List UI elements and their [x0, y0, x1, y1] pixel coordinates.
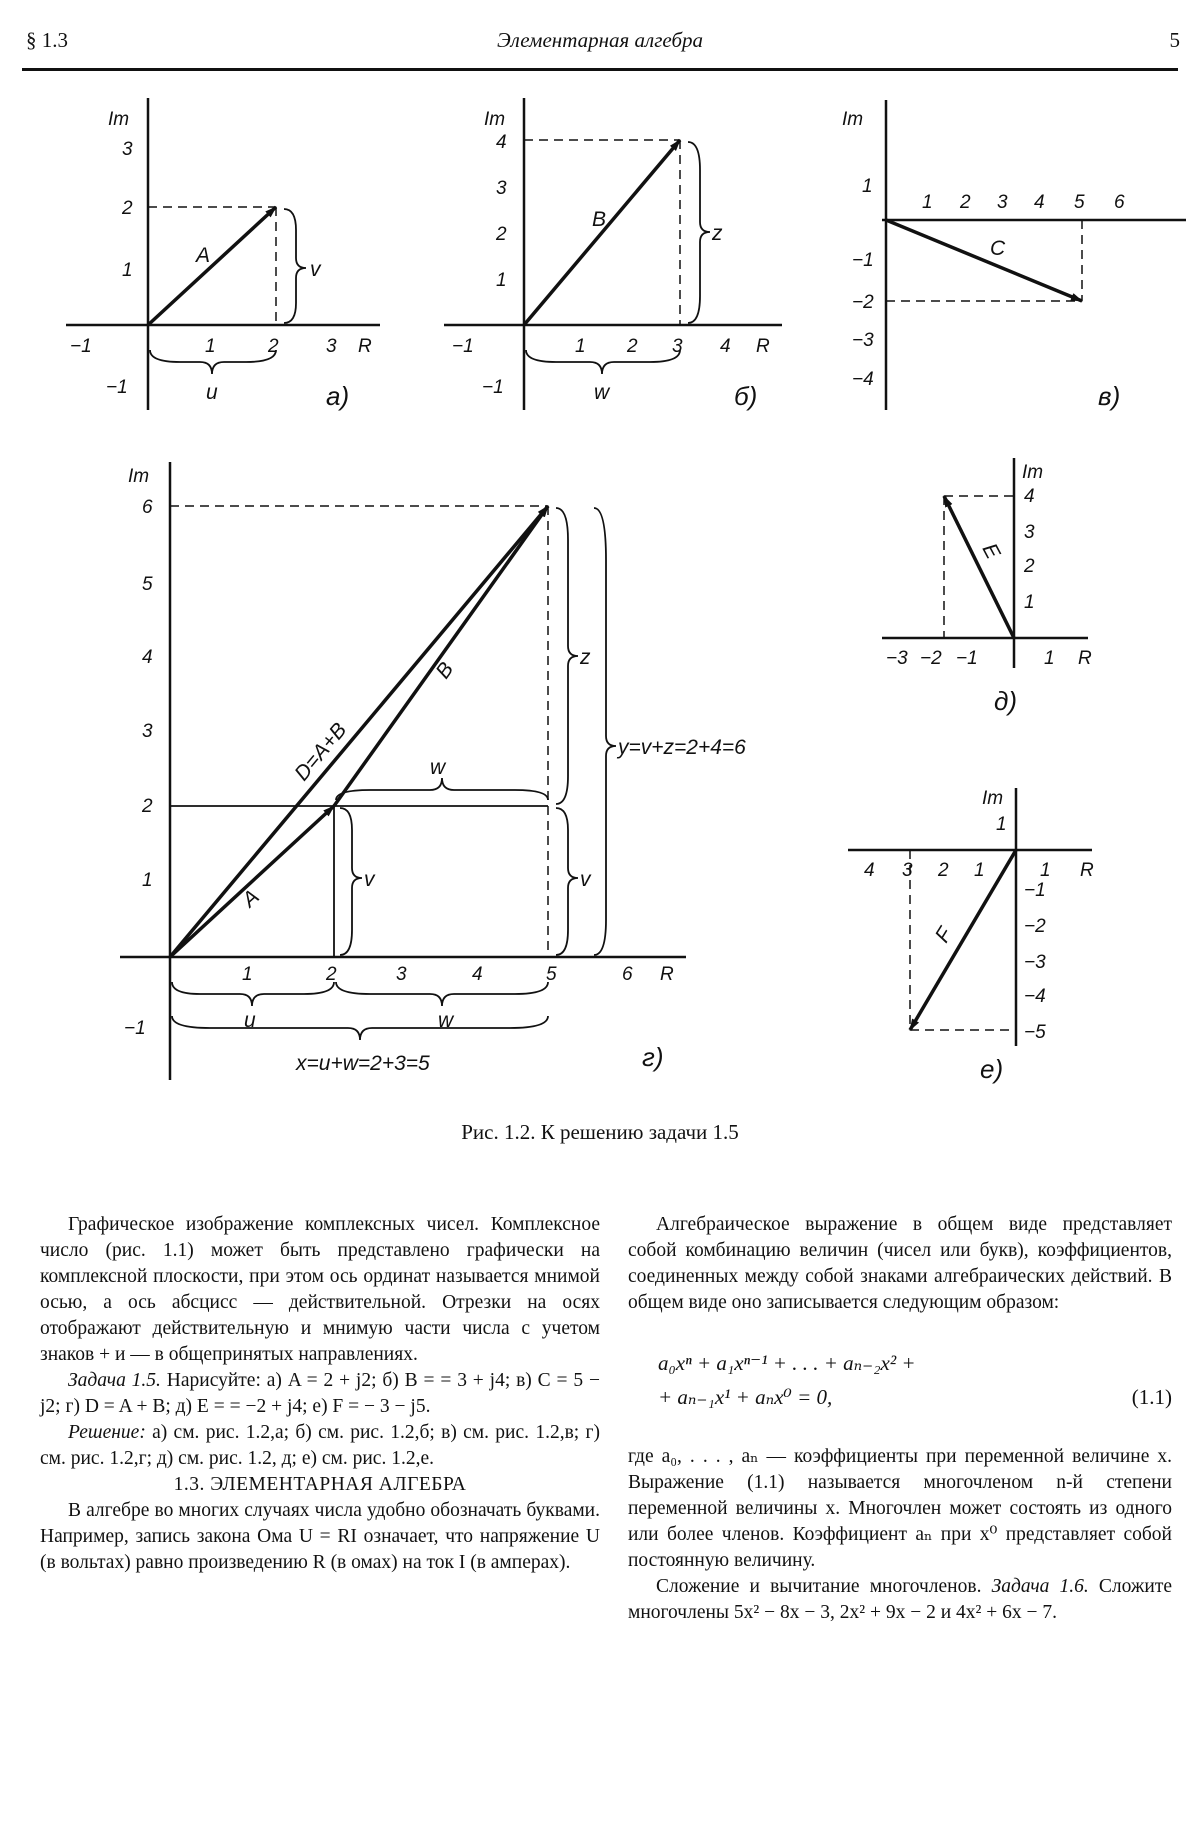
- panel-e-xtick: 4: [864, 860, 875, 881]
- panel-d-ytick: 1: [1024, 592, 1035, 613]
- panel-d-axis-im-label: Im: [1022, 462, 1043, 483]
- panel-a-xtick: −1: [70, 336, 92, 357]
- panel-v-axis-im-label: Im: [842, 109, 863, 130]
- panel-d-vector-E: [944, 496, 1014, 638]
- panel-b-brace-z: [688, 142, 710, 323]
- panel-g-w-bottom-label: w: [438, 1009, 455, 1032]
- page-number: 5: [1170, 28, 1181, 53]
- panel-d-xtick: 1: [1044, 648, 1055, 669]
- panel-d-xtick: −1: [956, 648, 978, 669]
- panel-g-xtick: 1: [242, 964, 253, 985]
- panel-b-vector-label: B: [592, 208, 606, 231]
- panel-b-axis-re-label: R: [756, 336, 770, 357]
- panel-b-z-label: z: [711, 222, 723, 245]
- panel-b-ytick: 1: [496, 270, 507, 291]
- panel-d-label: д): [994, 686, 1017, 716]
- panel-v-label: в): [1098, 381, 1120, 411]
- header-section: § 1.3: [26, 28, 68, 53]
- panel-a-v-label: v: [310, 258, 322, 281]
- panel-g-ytick: −1: [124, 1018, 146, 1039]
- panel-e-ytick: −2: [1024, 916, 1046, 937]
- panel-d-xtick: −2: [920, 648, 942, 669]
- panel-a-xtick: 3: [326, 336, 337, 357]
- panel-v-vector-C: [886, 220, 1082, 301]
- panel-g: [120, 462, 746, 1080]
- panel-a-ytick: 3: [122, 139, 133, 160]
- panel-g-d-label: D=A+B: [290, 719, 351, 786]
- panel-a-brace-v: [284, 209, 306, 323]
- panel-e-vector-F: [910, 850, 1016, 1030]
- panel-v-ytick: −4: [852, 369, 874, 390]
- panel-b-xtick: 2: [626, 336, 638, 357]
- panel-v: [842, 100, 1186, 411]
- solution-1-5: [40, 1420, 600, 1472]
- panel-a-label: а): [326, 381, 349, 411]
- panel-b-label: б): [734, 381, 757, 411]
- panel-g-x-sum-label: x=u+w=2+3=5: [295, 1052, 430, 1075]
- panel-a: [66, 98, 380, 411]
- paragraph: Графическое изображение комплексных чисел. Комплексное число (рис. 1.1) может быть представлено графически на комплексной плоскости, при этом ось ординат называется мнимой осью, а ось абсцисс — действительной. Отрезки на осях отображают действительную и мнимую части числа с учетом знаков + и — в общепринятых направлениях.: [40, 1212, 600, 1368]
- panel-d-ytick: 3: [1024, 522, 1035, 543]
- panel-e: [848, 788, 1094, 1084]
- panel-g-brace-v-inner: [340, 808, 362, 955]
- panel-d-ytick: 4: [1024, 486, 1035, 507]
- task-label: Задача 1.5.: [68, 1370, 161, 1391]
- solution-label: Решение:: [68, 1422, 146, 1443]
- panel-v-xtick: 4: [1034, 192, 1045, 213]
- panel-g-y-sum-label: y=v+z=2+4=6: [616, 736, 746, 759]
- figure-caption: Рис. 1.2. К решению задачи 1.5: [0, 1120, 1200, 1145]
- panel-a-xtick: 1: [205, 336, 216, 357]
- formula-line-1: a₀xⁿ + a₁xⁿ⁻¹ + . . . + aₙ₋₂x² +: [658, 1346, 1172, 1380]
- panel-b-xtick: −1: [452, 336, 474, 357]
- panel-v-xtick: 2: [959, 192, 971, 213]
- task-label: Задача 1.6.: [981, 1576, 1088, 1597]
- panel-g-brace-w-bottom: [336, 982, 548, 1006]
- panel-e-xtick: 2: [937, 860, 949, 881]
- left-column: [40, 1212, 600, 1576]
- panel-g-axis-re-label: R: [660, 964, 674, 985]
- panel-g-brace-w-top: [336, 778, 548, 800]
- panel-g-ytick: 3: [142, 721, 153, 742]
- panel-e-ytick: −5: [1024, 1022, 1046, 1043]
- panel-e-xtick: 1: [974, 860, 985, 881]
- panel-v-ytick: −1: [852, 250, 874, 271]
- panel-g-vector-A: [170, 806, 334, 957]
- panel-g-axis-im-label: Im: [128, 466, 149, 487]
- panel-a-vector-A: [148, 207, 276, 325]
- panel-g-brace-y: [594, 508, 616, 955]
- task-1-6: [628, 1574, 1172, 1626]
- panel-g-label: г): [642, 1042, 663, 1072]
- panel-g-b-label: B: [431, 658, 458, 683]
- panel-v-ytick: 1: [862, 176, 873, 197]
- panel-g-w-top-label: w: [430, 756, 447, 779]
- panel-b-brace-w: [526, 350, 680, 374]
- panel-e-vector-label: F: [931, 923, 958, 947]
- panel-g-xtick: 2: [325, 964, 337, 985]
- panel-b-axis-im-label: Im: [484, 109, 505, 130]
- panel-g-ytick: 4: [142, 647, 153, 668]
- panel-b-xtick: 1: [575, 336, 586, 357]
- panel-a-ytick: 2: [121, 198, 133, 219]
- section-heading: 1.3. ЭЛЕМЕНТАРНАЯ АЛГЕБРА: [40, 1472, 600, 1498]
- panel-e-axis-re-label: R: [1080, 860, 1094, 881]
- panel-b-xtick: 4: [720, 336, 731, 357]
- paragraph: В алгебре во многих случаях числа удобно обозначать буквами. Например, запись закона Ома U = RI означает, что напряжение U (в вольтах) равно произведению R (в омах) на ток I (в амперах).: [40, 1498, 600, 1576]
- panel-g-brace-x: [172, 1016, 548, 1040]
- panel-g-xtick: 3: [396, 964, 407, 985]
- panel-v-vector-label: C: [990, 237, 1006, 260]
- panel-g-v-right-label: v: [580, 868, 592, 891]
- panel-b-xtick: 3: [672, 336, 683, 357]
- panel-e-label: е): [980, 1054, 1003, 1084]
- panel-g-xtick: 5: [546, 964, 557, 985]
- panel-g-v-inner-label: v: [364, 868, 376, 891]
- panel-e-ytick: −4: [1024, 986, 1046, 1007]
- formula-number: (1.1): [1132, 1380, 1172, 1414]
- panel-b-w-label: w: [594, 381, 611, 404]
- panel-v-xtick: 6: [1114, 192, 1125, 213]
- panel-v-xtick: 5: [1074, 192, 1085, 213]
- panel-g-ytick: 6: [142, 497, 153, 518]
- panel-e-axis-im-label: Im: [982, 788, 1003, 809]
- formula-1-1: [658, 1346, 1172, 1414]
- solution-text: а) см. рис. 1.2,а; б) см. рис. 1.2,б; в) см. рис. 1.2,в; г) см. рис. 1.2,г; д) см. рис. 1.2, д; е) см. рис. 1.2,е.: [40, 1422, 600, 1469]
- panel-g-a-label: A: [236, 885, 263, 913]
- panel-a-axis-im-label: Im: [108, 109, 129, 130]
- panel-a-axis-re-label: R: [358, 336, 372, 357]
- panel-g-ytick: 5: [142, 574, 153, 595]
- panel-b-ytick: 3: [496, 178, 507, 199]
- panel-e-ytick: −3: [1024, 952, 1046, 973]
- panel-d: [882, 458, 1092, 716]
- panel-d-xtick: −3: [886, 648, 908, 669]
- formula-line-2: + aₙ₋₁x¹ + aₙx⁰ = 0,: [658, 1380, 1172, 1414]
- paragraph: где a₀, . . . , aₙ — коэффициенты при переменной величине x. Выражение (1.1) называется многочленом n-й степени переменной величины x. Многочлен может состоять из одного или более членов. Коэффициент aₙ при x⁰ представляет собой постоянную величину.: [628, 1444, 1172, 1574]
- panel-b-ytick: −1: [482, 377, 504, 398]
- panel-e-xtick: 1: [1040, 860, 1051, 881]
- panel-v-xtick: 3: [997, 192, 1008, 213]
- subsection-label: Сложение и вычитание многочленов.: [656, 1576, 981, 1597]
- task-text: Сложите многочлены 5x² − 8x − 3, 2x² + 9x − 2 и 4x² + 6x − 7.: [628, 1576, 1172, 1623]
- panel-e-ytick: 1: [996, 814, 1007, 835]
- panel-v-ytick: −2: [852, 292, 874, 313]
- paragraph: Алгебраическое выражение в общем виде представляет собой комбинацию величин (чисел или букв), коэффициентов, соединенных между собой знаками алгебраических действий. В общем виде оно записывается следующим образом:: [628, 1212, 1172, 1316]
- panel-v-ytick: −3: [852, 330, 874, 351]
- panel-d-vector-label: E: [978, 540, 1005, 564]
- panel-g-xtick: 4: [472, 964, 483, 985]
- panel-g-brace-v-right: [556, 808, 578, 955]
- panel-a-vector-label: A: [194, 244, 210, 267]
- task-1-5: [40, 1368, 600, 1420]
- panel-a-ytick: 1: [122, 260, 133, 281]
- panel-g-xtick: 6: [622, 964, 633, 985]
- panel-g-ytick: 1: [142, 870, 153, 891]
- panel-v-xtick: 1: [922, 192, 933, 213]
- panel-b-ytick: 2: [495, 224, 507, 245]
- right-column: [628, 1212, 1172, 1626]
- panel-g-ytick: 2: [141, 796, 153, 817]
- panel-a-xtick: 2: [267, 336, 279, 357]
- panel-g-u-label: u: [244, 1009, 256, 1032]
- panel-g-brace-u: [172, 982, 334, 1006]
- panel-b-ytick: 4: [496, 132, 507, 153]
- panel-b-vector-B: [524, 140, 680, 325]
- header-title: Элементарная алгебра: [0, 28, 1200, 53]
- panel-d-axis-re-label: R: [1078, 648, 1092, 669]
- figure-1-2: [0, 0, 1200, 1110]
- panel-g-brace-z: [556, 508, 578, 804]
- panel-a-u-label: u: [206, 381, 218, 404]
- task-text: Нарисуйте: а) A = 2 + j2; б) B = = 3 + j4; в) C = 5 − j2; г) D = A + B; д) E = = −2 + j4; е) F = − 3 − j5.: [40, 1370, 600, 1417]
- panel-b: [444, 98, 782, 411]
- panel-g-vector-D: [170, 506, 548, 957]
- panel-e-ytick: −1: [1024, 880, 1046, 901]
- panel-d-ytick: 2: [1023, 556, 1035, 577]
- panel-e-xtick: 3: [902, 860, 913, 881]
- panel-a-ytick: −1: [106, 377, 128, 398]
- panel-g-z-label: z: [579, 646, 591, 669]
